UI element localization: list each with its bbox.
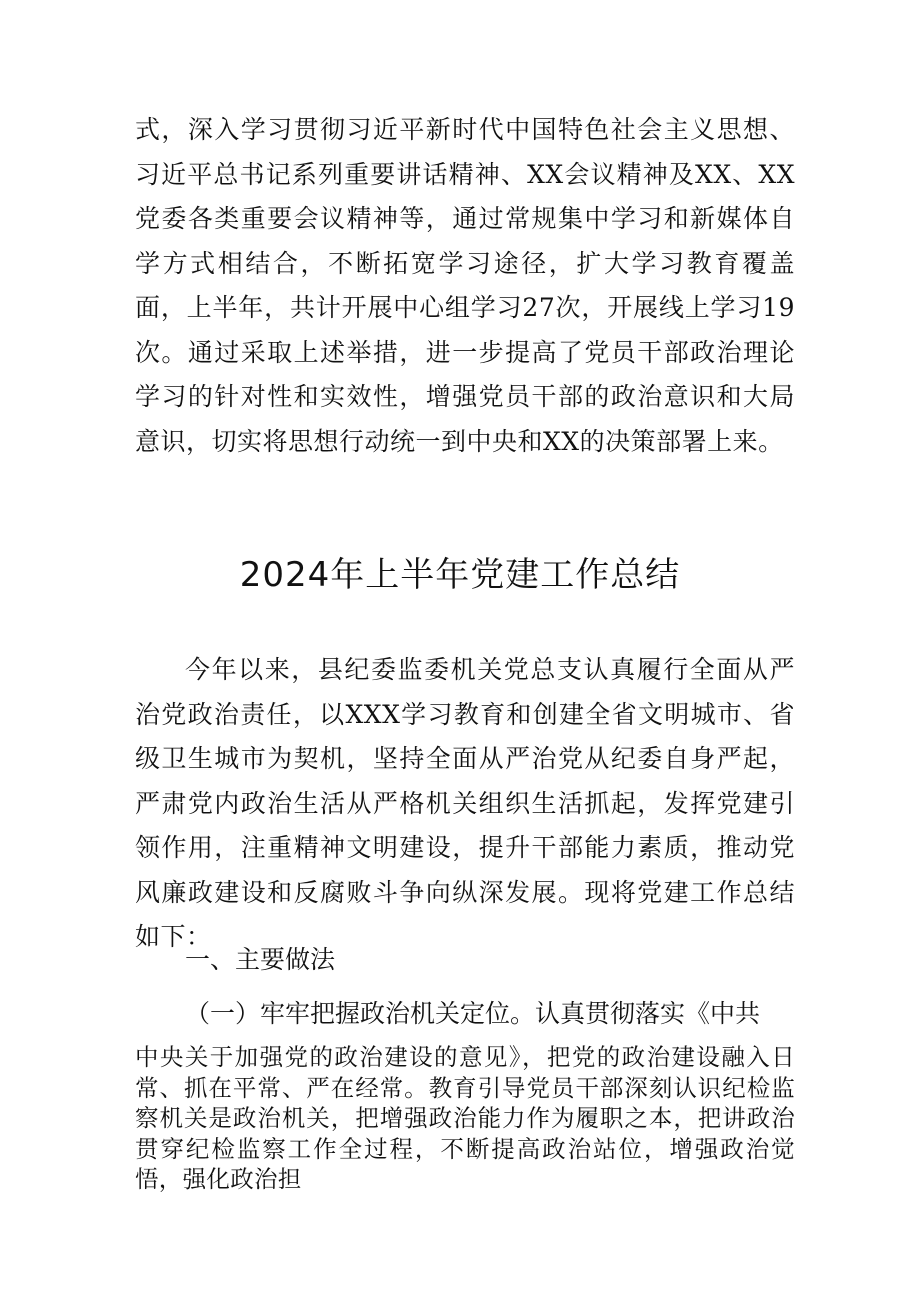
intro-paragraph: 今年以来，县纪委监委机关党总支认真履行全面从严治党政治责任，以XXX学习教育和创建全省文明城市、省级卫生城市为契机，坚持全面从严治党从纪委自身严起，严肃党内政治生活从严格机关组织生活抓起，发挥党建引领作用，注重精神文明建设，提升干部能力素质，推动党风廉政建设和反腐败斗争向纵深发展。现将党建工作总结如下： — [135, 655, 795, 951]
continued-paragraph: 式，深入学习贯彻习近平新时代中国特色社会主义思想、习近平总书记系列重要讲话精神、XX会议精神及XX、XX党委各类重要会议精神等，通过常规集中学习和新媒体自学方式相结合，不断拓宽学习途径，扩大学习教育覆盖面，上半年，共计开展中心组学习27次，开展线上学习19次。通过采取上述举措，进一步提高了党员干部政治理论学习的针对性和实效性，增强党员干部的政治意识和大局意识，切实将思想行动统一到中央和XX的决策部署上来。 — [135, 115, 795, 456]
subsection-paragraph: 中央关于加强党的政治建设的意见》，把党的政治建设融入日常、抓在平常、严在经常。教育引导党员干部深刻认识纪检监察机关是政治机关，把增强政治能力作为履职之本，把讲政治贯穿纪检监察工作全过程，不断提高政治站位，增强政治觉悟，强化政治担 — [135, 1043, 795, 1193]
subsection-heading: （一）牢牢把握政治机关定位。认真贯彻落实《中共 — [185, 999, 761, 1028]
section-heading: 一、主要做法 — [185, 945, 336, 974]
document-title: 2024年上半年党建工作总结 — [239, 555, 681, 595]
